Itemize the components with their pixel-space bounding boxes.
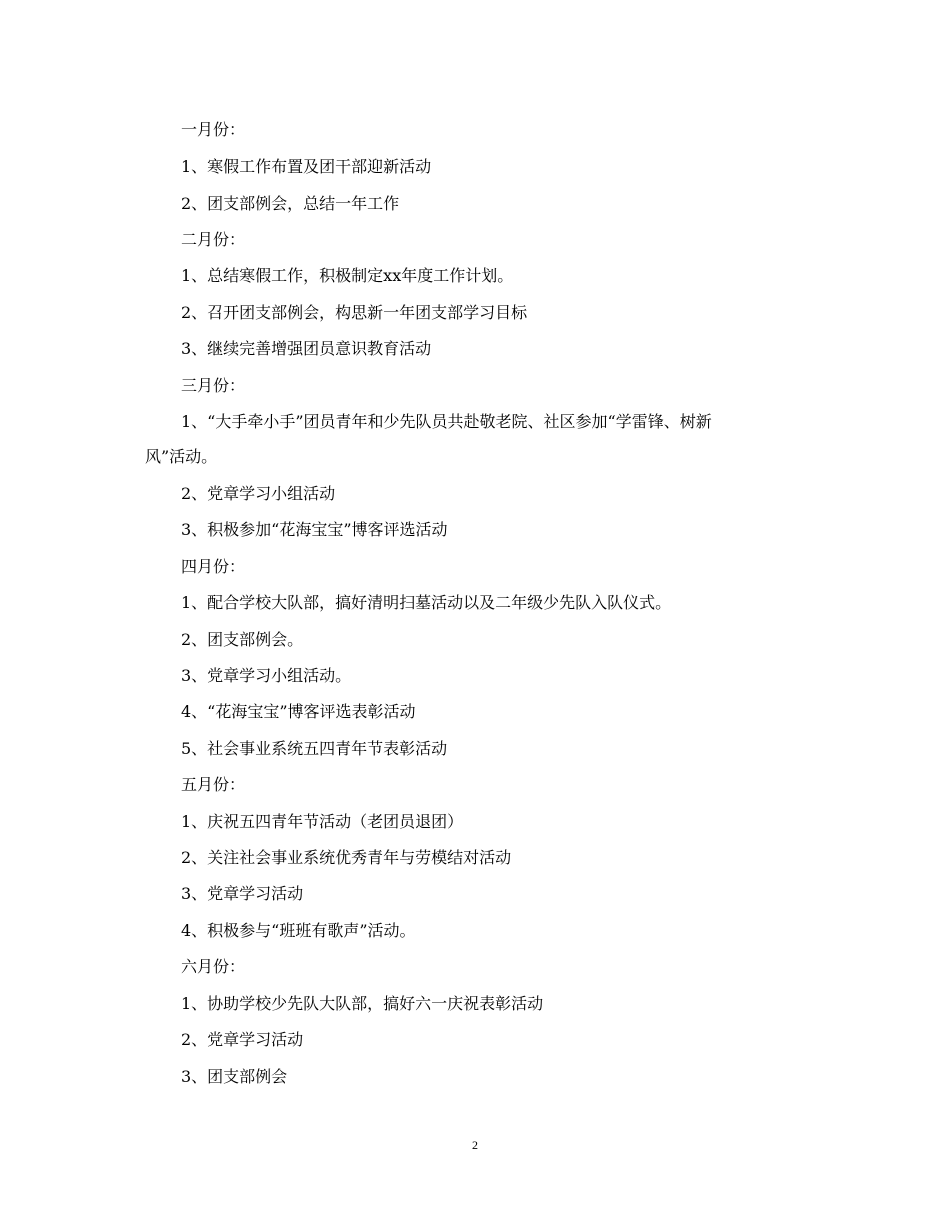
document-line: 1、庆祝五四青年节活动（老团员退团） xyxy=(181,812,464,831)
document-line: 1、协助学校少先队大队部，搞好六一庆祝表彰活动 xyxy=(181,994,544,1013)
document-line: 2、召开团支部例会，构思新一年团支部学习目标 xyxy=(181,303,528,322)
document-line: 3、继续完善增强团员意识教育活动 xyxy=(181,339,432,358)
document-line: 四月份： xyxy=(181,557,246,576)
document-line: 1、配合学校大队部，搞好清明扫墓活动以及二年级少先队入队仪式。 xyxy=(181,593,672,612)
document-line: 2、团支部例会。 xyxy=(181,630,304,649)
document-line: 4、“花海宝宝”博客评选表彰活动 xyxy=(181,702,416,721)
document-line: 5、社会事业系统五四青年节表彰活动 xyxy=(181,739,448,758)
document-line: 1、“大手牵小手”团员青年和少先队员共赴敬老院、社区参加“学雷锋、树新 xyxy=(181,412,712,431)
page-number: 2 xyxy=(472,1138,478,1152)
document-line: 3、积极参加“花海宝宝”博客评选活动 xyxy=(181,520,448,539)
document-line: 1、寒假工作布置及团干部迎新活动 xyxy=(181,157,432,176)
document-line: 2、关注社会事业系统优秀青年与劳模结对活动 xyxy=(181,848,512,867)
document-line: 五月份： xyxy=(181,775,246,794)
document-line: 2、党章学习活动 xyxy=(181,1030,304,1049)
document-line: 2、团支部例会，总结一年工作 xyxy=(181,194,400,213)
document-line: 三月份： xyxy=(181,376,246,395)
document-line: 1、总结寒假工作，积极制定xx年度工作计划。 xyxy=(181,266,514,285)
document-line: 二月份： xyxy=(181,230,246,249)
document-line: 2、党章学习小组活动 xyxy=(181,484,336,503)
document-line: 3、团支部例会 xyxy=(181,1067,288,1086)
document-line: 4、积极参与“班班有歌声”活动。 xyxy=(181,921,416,940)
document-line: 3、党章学习小组活动。 xyxy=(181,666,352,685)
document-line: 风”活动。 xyxy=(145,447,218,466)
document-line: 一月份： xyxy=(181,120,246,139)
document-line: 3、党章学习活动 xyxy=(181,884,304,903)
document-line: 六月份： xyxy=(181,957,246,976)
